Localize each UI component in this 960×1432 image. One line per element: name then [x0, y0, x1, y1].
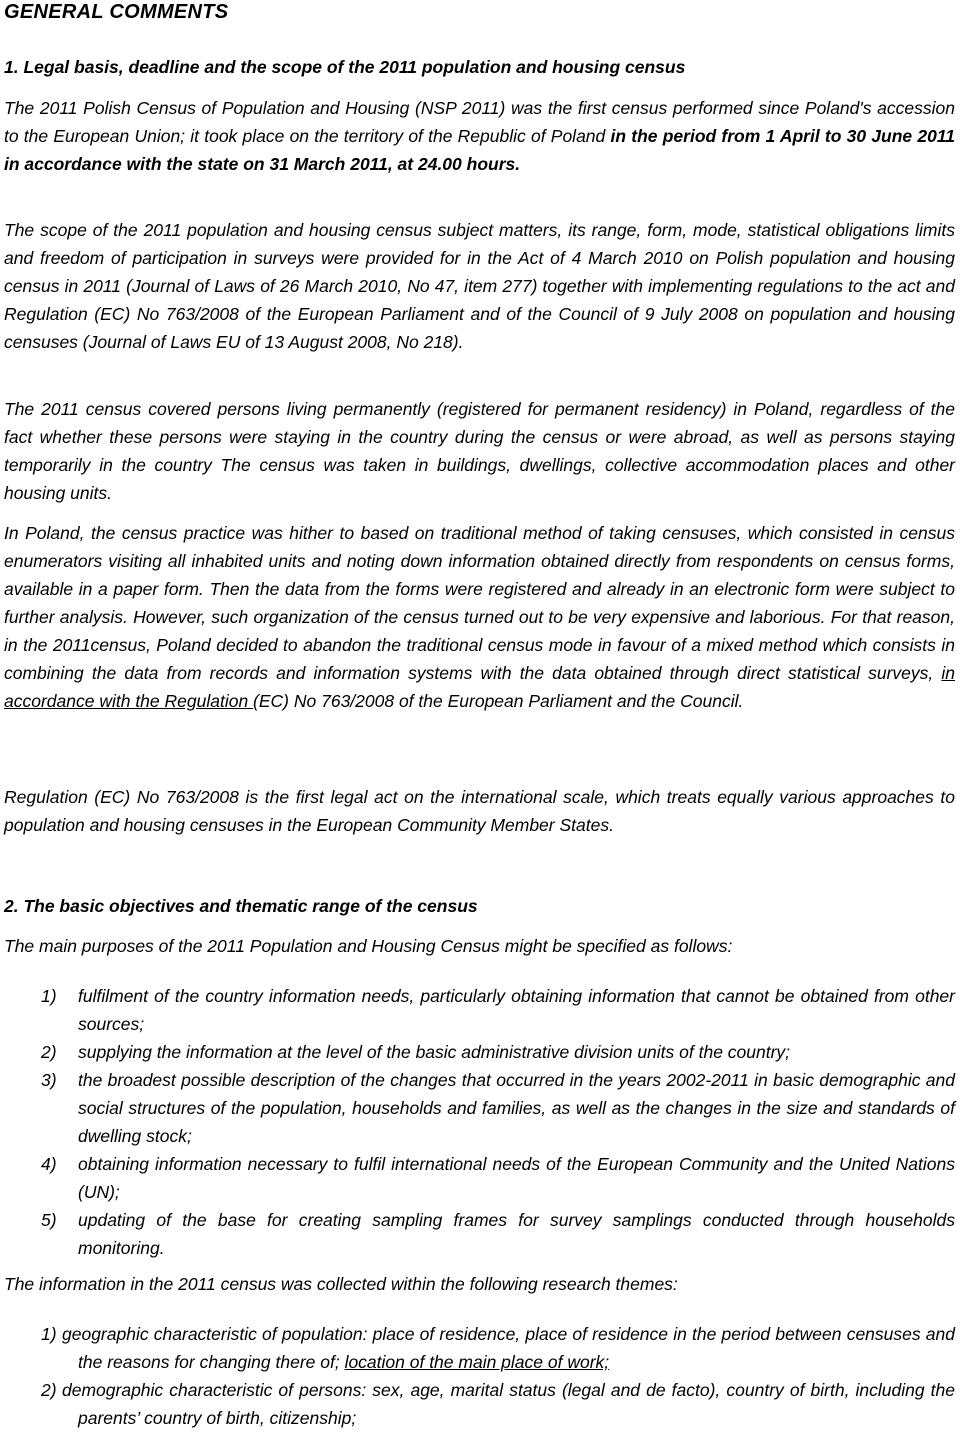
section-1-paragraph-5: Regulation (EC) No 763/2008 is the first legal act on the international scale, which treats equally various approaches to population and housing censuses in the European Community Member States. [4, 787, 955, 835]
objectives-list [4, 982, 955, 1262]
list-item [4, 1066, 955, 1150]
theme-item-number: 1) [41, 1324, 57, 1344]
section-2-title: 2. The basic objectives and thematic range of the census [4, 896, 478, 916]
theme-item-text: geographic characteristic of population: place of residence, place of residence in the period between censuses and the reasons for changing there of; [62, 1324, 955, 1372]
section-1-paragraph-3: The 2011 census covered persons living permanently (registered for permanent residency) in Poland, regardless of the fact whether these persons were staying in the country during the census or were abroad, as well as persons staying temporarily in the country The census was taken in buildings, dwellings, collective accommodation places and other housing units. [4, 399, 955, 503]
section-1-paragraph-4 [4, 519, 955, 715]
theme-item-number: 2) [41, 1380, 57, 1400]
list-item [4, 982, 955, 1038]
list-item [4, 1038, 955, 1066]
page-heading: GENERAL COMMENTS [4, 1, 229, 23]
list-item [4, 1206, 955, 1262]
list-item-text: the broadest possible description of the changes that occurred in the years 2002-2011 in basic demographic and social structures of the population, households and families, as well as the changes in the size and standards of dwelling stock; [78, 1070, 955, 1146]
list-item-number: 1) [41, 986, 57, 1006]
list-item-number: 5) [41, 1210, 57, 1230]
theme-item [4, 1376, 955, 1432]
list-item-text: supplying the information at the level of the basic administrative division units of the country; [78, 1042, 791, 1062]
paragraph-1-bold-text: in the period from 1 April to 30 June 2011 in accordance with the state on 31 March 2011, at 24.00 hours. [4, 126, 955, 174]
list-item-text: fulfilment of the country information needs, particularly obtaining information that cannot be obtained from other sources; [78, 986, 955, 1034]
paragraph-4-underlined: in accordance with the Regulation [4, 663, 955, 711]
theme-item [4, 1320, 955, 1376]
list-item-text: obtaining information necessary to fulfil international needs of the European Community and the United Nations (UN); [78, 1154, 955, 1202]
themes-intro: The information in the 2011 census was collected within the following research themes: [4, 1274, 678, 1294]
list-item-number: 3) [41, 1070, 57, 1090]
list-item-text: updating of the base for creating sampling frames for survey samplings conducted through households monitoring. [78, 1210, 955, 1258]
section-1-paragraph-1 [4, 94, 955, 178]
theme-item-text: demographic characteristic of persons: sex, age, marital status (legal and de facto), country of birth, including the parents’ country of birth, citizenship; [62, 1380, 955, 1428]
paragraph-1-text: The 2011 Polish Census of Population and Housing (NSP 2011) was the first census performed since Poland's accession to the European Union; it took place on the territory of the Republic of Poland [4, 98, 955, 146]
list-item-number: 4) [41, 1154, 57, 1174]
themes-list [4, 1320, 955, 1432]
section-1-title: 1. Legal basis, deadline and the scope of the 2011 population and housing census [4, 57, 686, 77]
list-item-number: 2) [41, 1042, 57, 1062]
theme-item-underlined: location of the main place of work; [344, 1352, 610, 1372]
section-2-intro: The main purposes of the 2011 Population and Housing Census might be specified as follows: [4, 936, 733, 956]
section-1-paragraph-2: The scope of the 2011 population and housing census subject matters, its range, form, mode, statistical obligations limits and freedom of participation in surveys were provided for in the Act of 4 March 2010 on Polish population and housing census in 2011 (Journal of Laws of 26 March 2010, No 47, item 277) together with implementing regulations to the act and Regulation (EC) No 763/2008 of the European Parliament and of the Council of 9 July 2008 on population and housing censuses (Journal of Laws EU of 13 August 2008, No 218). [4, 220, 955, 352]
paragraph-4-text: In Poland, the census practice was hither to based on traditional method of taking censuses, which consisted in census enumerators visiting all inhabited units and noting down information obtained directly from respondents on census forms, available in a paper form. Then the data from the forms were registered and already in an electronic form were subject to further analysis. However, such organization of the census turned out to be very expensive and laborious. For that reason, in the 2011census, Poland decided to abandon the traditional census mode in favour of a mixed method which consists in combining the data from records and information systems with the data obtained through direct statistical surveys, [4, 523, 955, 683]
list-item [4, 1150, 955, 1206]
paragraph-4-text-end: (EC) No 763/2008 of the European Parliament and the Council. [253, 691, 744, 711]
